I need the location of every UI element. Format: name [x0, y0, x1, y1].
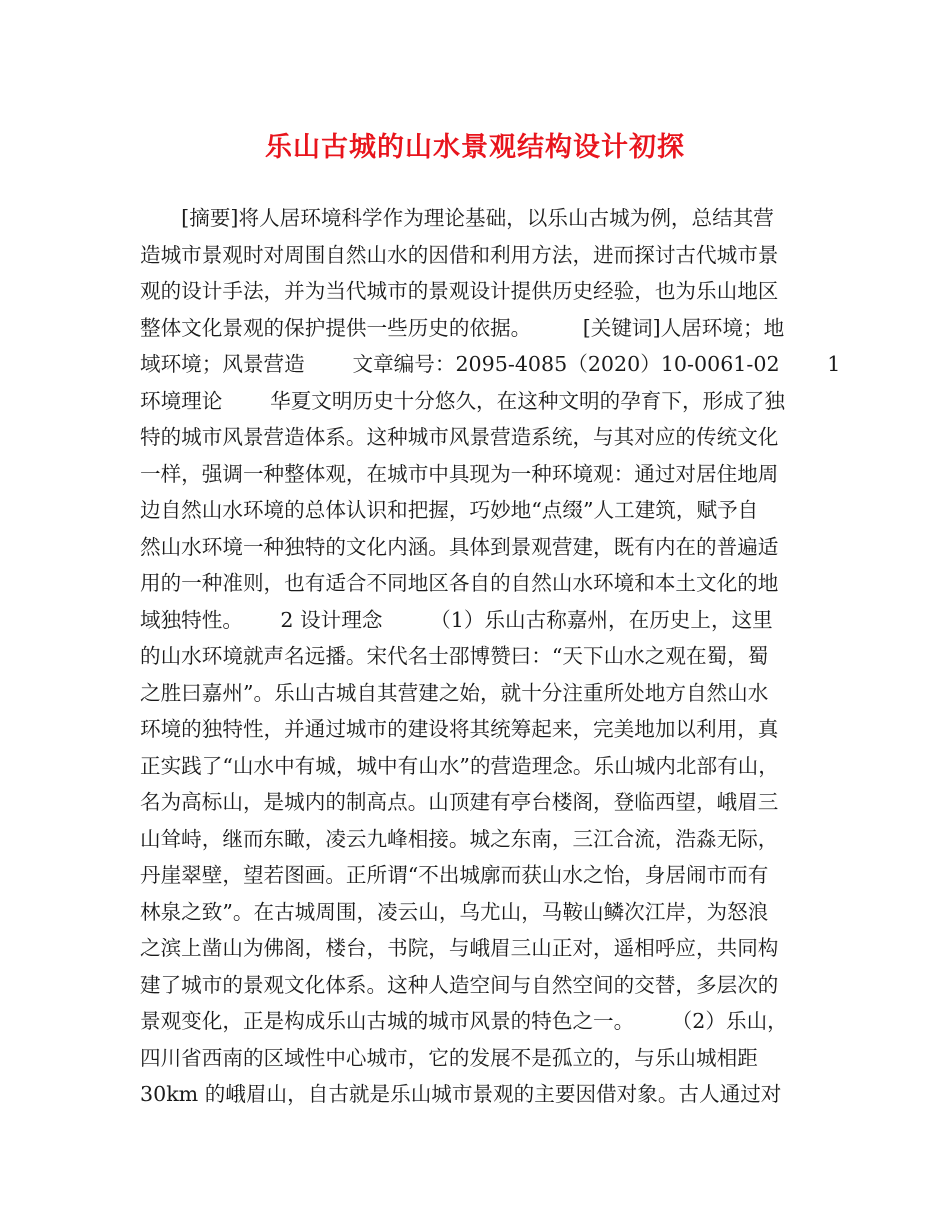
body-line: 30km 的峨眉山，自古就是乐山城市景观的主要因借对象。古人通过对 [140, 1082, 782, 1106]
body-line: 特的城市风景营造体系。这种城市风景营造系统，与其对应的传统文化 [140, 425, 779, 449]
body-line: 域独特性。 2 设计理念 （1）乐山古称嘉州，在历史上，这里 [140, 607, 773, 632]
body-line: 然山水环境一种独特的文化内涵。具体到景观营建，既有内在的普遍适 [140, 534, 779, 559]
body-line: 的山水环境就声名远播。宋代名士邵博赞曰：“天下山水之观在蜀，蜀 [140, 644, 769, 668]
body-line: 丹崖翠壁，望若图画。正所谓“不出城廓而获山水之怡，身居闹市而有 [140, 863, 769, 887]
body-line: 名为高标山，是城内的制高点。山顶建有亭台楼阁，登临西望，峨眉三 [140, 790, 779, 814]
body-line: 景观变化，正是构成乐山古城的城市风景的特色之一。 （2）乐山， [140, 1009, 788, 1033]
body-line: 环境的独特性，并通过城市的建设将其统筹起来，完美地加以利用，真 [140, 717, 779, 741]
body-line: 林泉之致”。在古城周围，凌云山，乌尤山，马鞍山鳞次江岸，为怒浪 [140, 899, 769, 924]
body-line: 整体文化景观的保护提供一些历史的依据。 [关键词]人居环境；地 [140, 315, 785, 340]
body-line: 用的一种准则，也有适合不同地区各自的自然山水环境和本土文化的地 [140, 571, 779, 595]
body-line: 正实践了“山水中有城，城中有山水”的营造理念。乐山城内北部有山， [140, 753, 779, 778]
body-line: 之滨上凿山为佛阁，楼台，书院，与峨眉三山正对，遥相呼应，共同构 [140, 936, 779, 960]
body-line: 之胜曰嘉州”。乐山古城自其营建之始，就十分注重所处地方自然山水 [140, 680, 769, 705]
body-line: 环境理论 华夏文明历史十分悠久，在这种文明的孕育下，形成了独 [140, 388, 785, 413]
body-line: 域环境；风景营造 文章编号：2095-4085（2020）10-0061-02 1 [140, 352, 841, 376]
body-line: 边自然山水环境的总体认识和把握，巧妙地“点缀”人工建筑，赋予自 [140, 498, 759, 522]
body-line: 建了城市的景观文化体系。这种人造空间与自然空间的交替，多层次的 [140, 972, 779, 997]
document-title: 乐山古城的山水景观结构设计初探 [265, 132, 685, 163]
body-line: 四川省西南的区域性中心城市，它的发展不是孤立的，与乐山城相距 [140, 1045, 758, 1070]
body-line: [摘要]将人居环境科学作为理论基础，以乐山古城为例，总结其营 [140, 206, 774, 230]
document-body [140, 200, 841, 1113]
body-line: 观的设计手法，并为当代城市的景观设计提供历史经验，也为乐山地区 [140, 279, 779, 303]
body-line: 一样，强调一种整体观，在城市中具现为一种环境观：通过对居住地周 [140, 461, 779, 486]
body-line: 山耸峙，继而东瞰，凌云九峰相接。城之东南，三江合流，浩淼无际， [140, 826, 779, 851]
body-line: 造城市景观时对周围自然山水的因借和利用方法，进而探讨古代城市景 [140, 242, 779, 267]
